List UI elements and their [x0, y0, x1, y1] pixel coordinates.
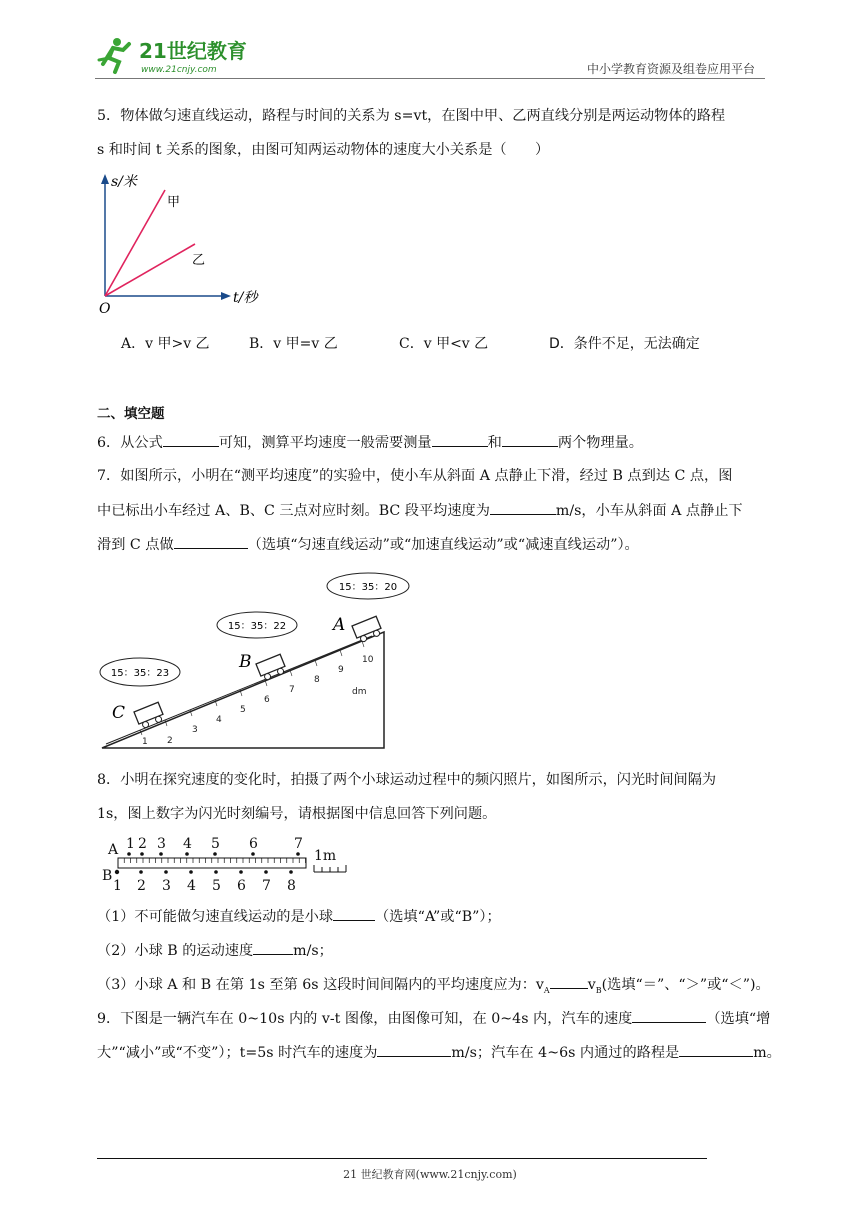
line-jia: [105, 190, 165, 296]
q8-blank-speed-b[interactable]: [253, 940, 293, 955]
q8-sub1: （1）不可能做匀速直线运动的是小球 （选填“A”或“B”）；: [97, 906, 501, 927]
q5-st-graph: [97, 170, 267, 320]
option-c[interactable]: C．v 甲<v 乙: [399, 336, 489, 352]
svg-text:2: 2: [138, 836, 147, 852]
svg-text:1: 1: [113, 878, 122, 894]
svg-text:B: B: [239, 652, 252, 672]
svg-text:C: C: [112, 703, 126, 723]
svg-text:5: 5: [240, 705, 246, 715]
q8-blank-ball[interactable]: [333, 906, 375, 921]
q8-sub3: （3）小球 A 和 B 在第 1s 至第 6s 这段时间间隔内的平均速度应为：$v_A$ $v_B$(选填“＝”、“＞”或“＜”)。: [97, 974, 770, 1001]
svg-text:7: 7: [294, 836, 303, 852]
svg-text:1: 1: [142, 737, 148, 747]
svg-text:2: 2: [137, 878, 146, 894]
svg-text:甲: 甲: [167, 195, 181, 210]
svg-text:6: 6: [264, 695, 270, 705]
q9-line1: 9．下图是一辆汽车在 0~10s 内的 v-t 图像，由图像可知，在 0~4s 内，汽车的速度 （选填“增: [97, 1008, 770, 1029]
runner-logo-icon: [99, 38, 129, 72]
svg-text:4: 4: [183, 836, 192, 852]
cart-c-icon: [134, 702, 165, 729]
q9-blank-speed[interactable]: [377, 1042, 451, 1057]
section-title: 二、填空题: [97, 406, 165, 422]
q6: 6．从公式 可知，测算平均速度一般需要测量 和 两个物理量。: [97, 432, 643, 453]
q7-line1: 7．如图所示，小明在“测平均速度”的实验中，使小车从斜面 A 点静止下滑，经过 B 点到达 C 点，图: [97, 468, 733, 484]
q5-line1: 5．物体做匀速直线运动，路程与时间的关系为 s=vt，在图中甲、乙两直线分别是两运动物体的路程: [97, 108, 726, 124]
platform-name: 中小学教育资源及组卷应用平台: [586, 62, 755, 76]
q7-line2: 中已标出小车经过 A、B、C 三点对应时刻。BC 段平均速度为 m/s，小车从斜面 A 点静止下: [97, 500, 743, 521]
header-divider: [95, 78, 765, 79]
svg-text:4: 4: [216, 715, 222, 725]
footer-divider: [97, 1158, 707, 1159]
svg-text:21世纪教育: 21世纪教育: [139, 39, 247, 63]
q8-line1: 8．小明在探究速度的变化时，拍摄了两个小球运动过程中的频闪照片，如图所示，闪光时间间隔为: [97, 772, 717, 788]
option-a[interactable]: A．v 甲>v 乙: [121, 336, 210, 352]
svg-text:5: 5: [212, 878, 221, 894]
q5-line2: s 和时间 t 关系的图象，由图可知两运动物体的速度大小关系是（ ）: [97, 142, 550, 158]
svg-text:s/米: s/米: [111, 174, 137, 190]
q8-sub2: （2）小球 B 的运动速度 m/s；: [97, 940, 333, 961]
svg-text:A: A: [333, 615, 346, 635]
svg-text:t/秒: t/秒: [233, 290, 258, 306]
svg-text:4: 4: [187, 878, 196, 894]
q8-line2: 1s，图上数字为闪光时刻编号，请根据图中信息回答下列问题。: [97, 806, 497, 822]
svg-text:dm: dm: [352, 687, 367, 697]
svg-text:1m: 1m: [314, 848, 337, 864]
svg-text:9: 9: [338, 665, 344, 675]
svg-text:3: 3: [162, 878, 171, 894]
svg-text:2: 2: [167, 736, 173, 746]
svg-text:乙: 乙: [192, 253, 206, 268]
line-yi: [105, 244, 195, 296]
q9-line2: 大”“减小”或“不变”）；t=5s 时汽车的速度为 m/s；汽车在 4~6s 内通过的路程是 m。: [97, 1042, 781, 1063]
svg-text:7: 7: [262, 878, 271, 894]
q7-line3: 滑到 C 点做 （选填“匀速直线运动”或“加速直线运动”或“减速直线运动”）。: [97, 534, 639, 555]
svg-text:10: 10: [362, 655, 374, 665]
q9-blank-trend[interactable]: [632, 1008, 706, 1023]
q8-blank-compare[interactable]: [550, 974, 588, 989]
svg-text:15：35：22: 15：35：22: [227, 621, 287, 632]
svg-text:A: A: [108, 842, 119, 858]
q8-strobe-figure: [100, 832, 360, 894]
q9-blank-distance[interactable]: [679, 1042, 753, 1057]
option-b[interactable]: B．v 甲=v 乙: [249, 336, 338, 352]
option-d[interactable]: D．条件不足，无法确定: [549, 336, 700, 352]
footer-text: 21 世纪教育网(www.21cnjy.com): [343, 1168, 517, 1181]
svg-text:6: 6: [237, 878, 246, 894]
svg-text:O: O: [99, 301, 111, 317]
svg-text:3: 3: [192, 725, 198, 735]
svg-text:www.21cnjy.com: www.21cnjy.com: [141, 65, 217, 75]
site-logo: [95, 34, 255, 78]
q6-blank-quantity1[interactable]: [432, 432, 488, 447]
svg-text:6: 6: [249, 836, 258, 852]
q6-blank-quantity2[interactable]: [502, 432, 558, 447]
svg-text:1: 1: [126, 836, 135, 852]
q7-blank-speed[interactable]: [490, 500, 556, 515]
strobe-ruler-ticks: [118, 858, 306, 863]
svg-text:3: 3: [157, 836, 166, 852]
svg-text:7: 7: [289, 685, 295, 695]
svg-text:5: 5: [211, 836, 220, 852]
q7-incline-figure: [100, 570, 398, 752]
svg-text:8: 8: [314, 675, 320, 685]
svg-text:15：35：20: 15：35：20: [338, 582, 398, 593]
q6-blank-formula[interactable]: [163, 432, 219, 447]
svg-text:15：35：23: 15：35：23: [110, 668, 170, 679]
svg-text:8: 8: [287, 878, 296, 894]
q7-blank-motion[interactable]: [174, 534, 248, 549]
svg-text:B: B: [102, 868, 113, 884]
